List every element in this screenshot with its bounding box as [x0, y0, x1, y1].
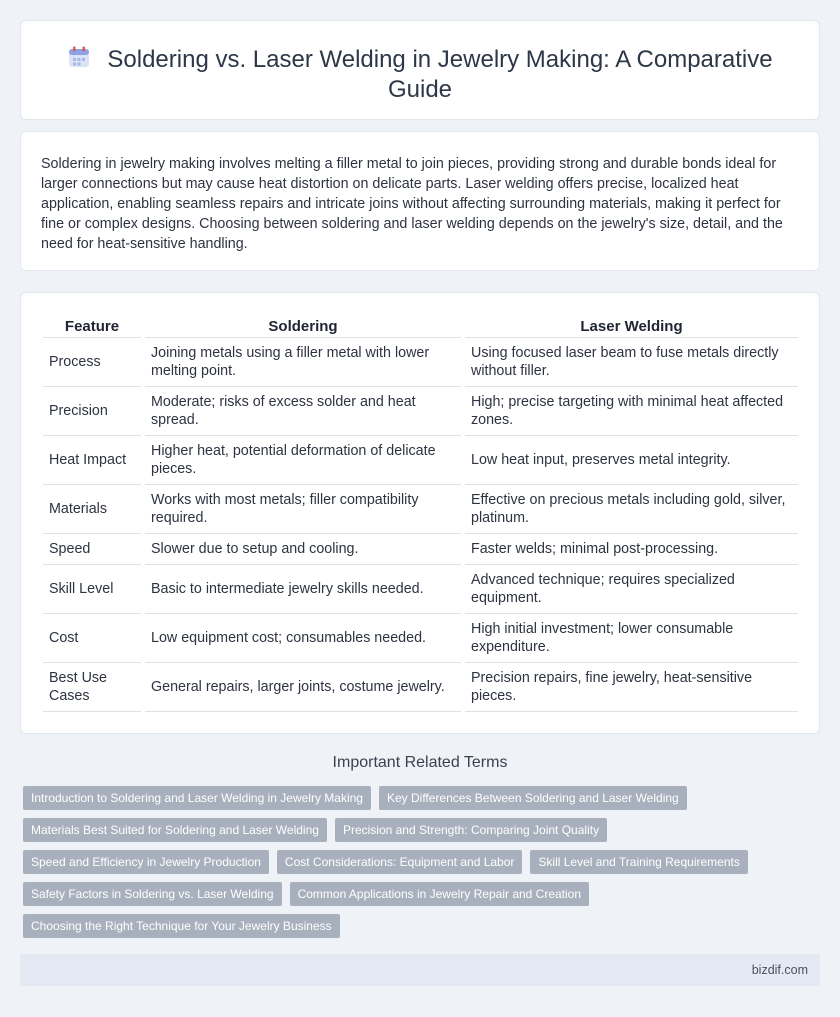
table-row	[43, 337, 798, 386]
page-title-text: Soldering vs. Laser Welding in Jewelry Making: A Comparative Guide	[107, 46, 773, 103]
related-term-link[interactable]: Key Differences Between Soldering and Laser Welding	[379, 786, 687, 810]
cell-soldering: Moderate; risks of excess solder and heat spread.	[145, 386, 461, 435]
cell-laser: High initial investment; lower consumable expenditure.	[465, 613, 798, 662]
related-term-link[interactable]: Introduction to Soldering and Laser Welding in Jewelry Making	[23, 786, 371, 810]
table-row	[43, 435, 798, 484]
cell-feature: Materials	[43, 484, 141, 533]
header-soldering: Soldering	[145, 313, 461, 337]
cell-soldering: Basic to intermediate jewelry skills needed.	[145, 564, 461, 613]
related-term-link[interactable]: Common Applications in Jewelry Repair and Creation	[290, 882, 589, 906]
cell-soldering: Slower due to setup and cooling.	[145, 533, 461, 564]
table-row	[43, 564, 798, 613]
cell-laser: Advanced technique; requires specialized equipment.	[465, 564, 798, 613]
cell-feature: Speed	[43, 533, 141, 564]
related-term-link[interactable]: Materials Best Suited for Soldering and Laser Welding	[23, 818, 327, 842]
header-laser-welding: Laser Welding	[465, 313, 798, 337]
cell-soldering: Low equipment cost; consumables needed.	[145, 613, 461, 662]
cell-laser: Effective on precious metals including gold, silver, platinum.	[465, 484, 798, 533]
cell-feature: Heat Impact	[43, 435, 141, 484]
related-term-link[interactable]: Skill Level and Training Requirements	[530, 850, 747, 874]
cell-feature: Skill Level	[43, 564, 141, 613]
comparison-table	[43, 313, 798, 712]
cell-soldering: General repairs, larger joints, costume jewelry.	[145, 662, 461, 711]
related-term-link[interactable]: Cost Considerations: Equipment and Labor	[277, 850, 522, 874]
comparison-card	[20, 292, 820, 734]
footer-site-link[interactable]: bizdif.com	[751, 963, 808, 977]
intro-paragraph: Soldering in jewelry making involves melting a filler metal to join pieces, providing strong and durable bonds ideal for larger connections but may cause heat distortion on delicate parts. Laser welding offers precise, localized heat application, enabling seamless repairs and intricate joins without affecting surrounding materials, making it perfect for fine or complex designs. Choosing between soldering and laser welding depends on the jewelry's size, detail, and the need for heat-sensitive handling.	[41, 156, 783, 252]
header-card	[20, 20, 820, 120]
table-row	[43, 533, 798, 564]
cell-soldering: Joining metals using a filler metal with lower melting point.	[145, 337, 461, 386]
related-term-link[interactable]: Choosing the Right Technique for Your Jewelry Business	[23, 914, 340, 938]
cell-laser: Faster welds; minimal post-processing.	[465, 533, 798, 564]
intro-card	[20, 131, 820, 271]
footer	[20, 954, 820, 986]
related-term-link[interactable]: Speed and Efficiency in Jewelry Production	[23, 850, 269, 874]
cell-laser: Precision repairs, fine jewelry, heat-sensitive pieces.	[465, 662, 798, 711]
page-title	[61, 45, 779, 105]
cell-laser: Low heat input, preserves metal integrity.	[465, 435, 798, 484]
related-term-link[interactable]: Precision and Strength: Comparing Joint Quality	[335, 818, 607, 842]
table-row	[43, 613, 798, 662]
table-row	[43, 484, 798, 533]
related-term-link[interactable]: Safety Factors in Soldering vs. Laser Welding	[23, 882, 282, 906]
cell-soldering: Works with most metals; filler compatibility required.	[145, 484, 461, 533]
cell-soldering: Higher heat, potential deformation of delicate pieces.	[145, 435, 461, 484]
calendar-icon	[67, 45, 91, 69]
cell-feature: Cost	[43, 613, 141, 662]
cell-feature: Precision	[43, 386, 141, 435]
table-row	[43, 662, 798, 711]
table-row	[43, 386, 798, 435]
cell-laser: High; precise targeting with minimal heat affected zones.	[465, 386, 798, 435]
cell-feature: Process	[43, 337, 141, 386]
header-feature: Feature	[43, 313, 141, 337]
related-terms-list	[23, 786, 823, 946]
cell-laser: Using focused laser beam to fuse metals directly without filler.	[465, 337, 798, 386]
table-header-row	[43, 313, 798, 337]
related-terms-title: Important Related Terms	[332, 754, 508, 771]
cell-feature: Best Use Cases	[43, 662, 141, 711]
